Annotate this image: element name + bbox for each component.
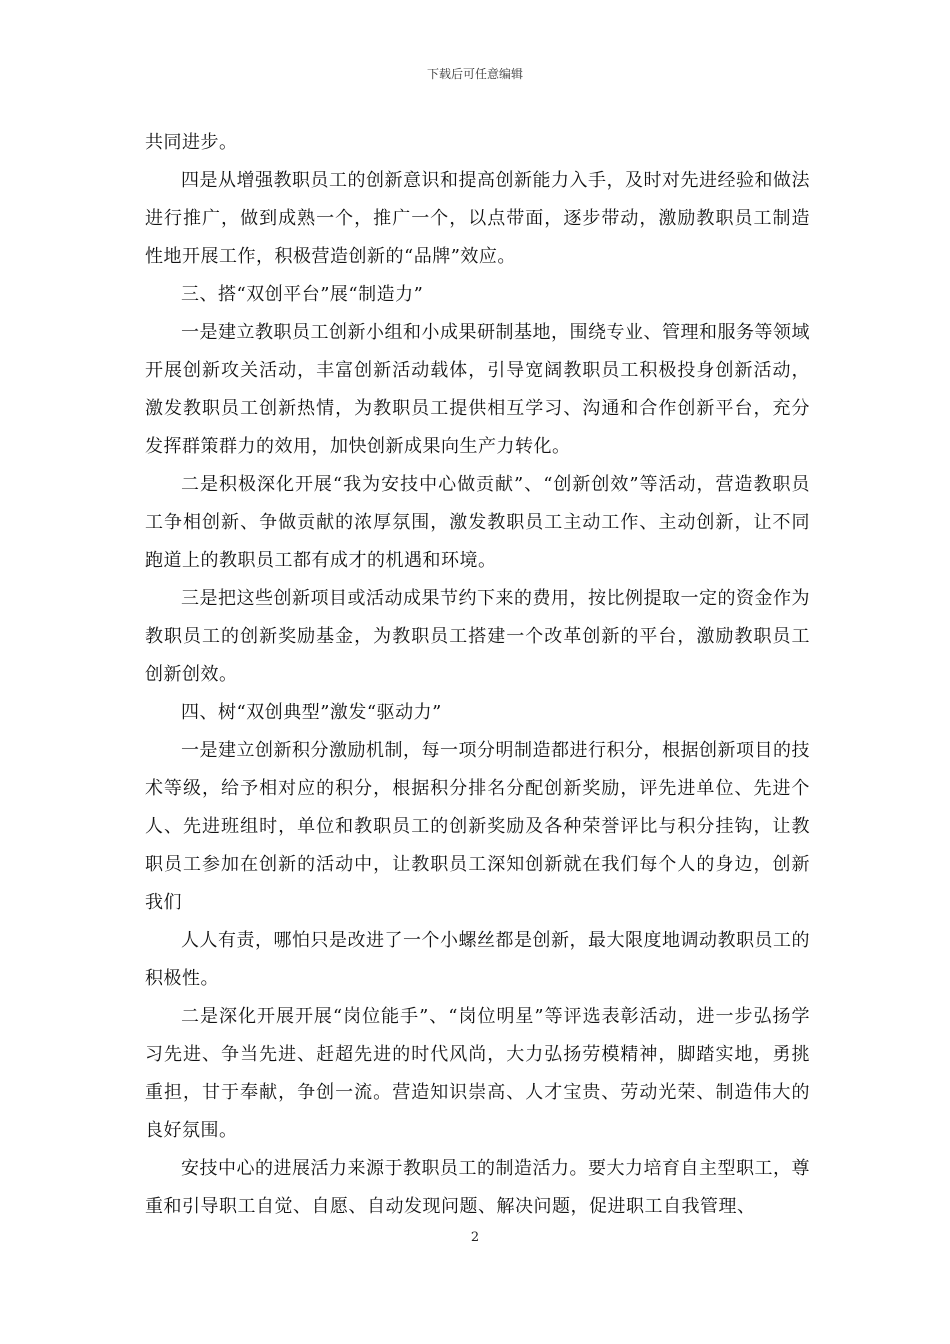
paragraph: 二是积极深化开展“我为安技中心做贡献”、“创新创效”等活动，营造教职员工争相创新、争做贡献的浓厚氛围，激发教职员工主动工作、主动创新，让不同跑道上的教职员工都有成才的机遇和环境。 xyxy=(145,474,810,571)
paragraph: 安技中心的进展活力来源于教职员工的制造活力。要大力培育自主型职工，尊重和引导职工自觉、自愿、自动发现问题、解决问题，促进职工自我管理、 xyxy=(145,1158,810,1217)
document-body xyxy=(145,124,810,1226)
page-number: 2 xyxy=(470,1230,480,1245)
paragraph: 四是从增强教职员工的创新意识和提高创新能力入手，及时对先进经验和做法进行推广，做到成熟一个，推广一个，以点带面，逐步带动，激励教职员工制造性地开展工作，积极营造创新的“品牌”效应。 xyxy=(145,170,810,267)
paragraph: 三是把这些创新项目或活动成果节约下来的费用，按比例提取一定的资金作为教职员工的创新奖励基金，为教职员工搭建一个改革创新的平台，激励教职员工创新创效。 xyxy=(145,588,810,685)
paragraph: 一是建立创新积分激励机制，每一项分明制造都进行积分，根据创新项目的技术等级，给予相对应的积分，根据积分排名分配创新奖励，评先进单位、先进个人、先进班组时，单位和教职员工的创新奖励及各种荣誉评比与积分挂钩，让教职员工参加在创新的活动中，让教职员工深知创新就在我们每个人的身边，创新我们 xyxy=(145,740,810,913)
paragraph-continuation: 共同进步。 xyxy=(145,132,238,153)
section-heading: 四、树“双创典型”激发“驱动力” xyxy=(181,702,442,723)
paragraph: 一是建立教职员工创新小组和小成果研制基地，围绕专业、管理和服务等领域开展创新攻关活动，丰富创新活动载体，引导宽阔教职员工积极投身创新活动，激发教职员工创新热情，为教职员工提供相互学习、沟通和合作创新平台，充分发挥群策群力的效用，加快创新成果向生产力转化。 xyxy=(145,322,810,457)
page-header-note: 下载后可任意编辑 xyxy=(426,67,523,81)
section-heading: 三、搭“双创平台”展“制造力” xyxy=(181,284,424,305)
paragraph: 二是深化开展开展“岗位能手”、“岗位明星”等评选表彰活动，进一步弘扬学习先进、争当先进、赶超先进的时代风尚，大力弘扬劳模精神，脚踏实地，勇挑重担，甘于奉献，争创一流。营造知识崇高、人才宝贵、劳动光荣、制造伟大的良好氛围。 xyxy=(145,1006,810,1141)
paragraph: 人人有责，哪怕只是改进了一个小螺丝都是创新，最大限度地调动教职员工的积极性。 xyxy=(145,930,810,989)
